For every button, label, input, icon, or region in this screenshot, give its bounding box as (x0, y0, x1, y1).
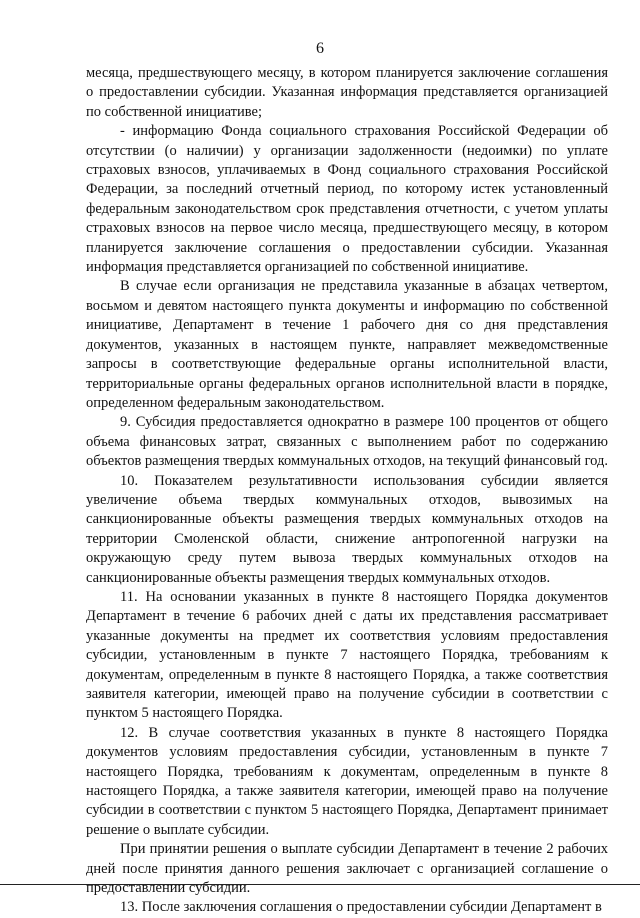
paragraph-interagency-requests: В случае если организация не представила указанные в абзацах четвертом, восьмом и девятом настоящего пункта документы и информацию по собственной инициативе, Департамент в течение 1 рабочего дня со дня представления документов, указанных в настоящем пункте, направляет межведомственные запросы в соответствующие федеральные органы исполнительной власти, территориальные органы федеральных органов исполнительной власти в порядке, определенном федеральным законодательством. (86, 278, 608, 411)
paragraph-fss-info: - информацию Фонда социального страхования Российской Федерации об отсутствии (о наличии) у организации задолженности (недоимки) по уплате страховых взносов, уплачиваемых в Фонд социального страхования Российской Федерации, за последний отчетный период, по которому истек установленный федеральным законодательством срок представления отчетности, с учетом уплаты страховых взносов на первое число месяца, предшествующего месяцу, в котором планируется заключение соглашения о предоставлении субсидии. Указанная информация представляется организацией по собственной инициативе. (86, 123, 608, 276)
paragraph-continuation: месяца, предшествующего месяцу, в котором планируется заключение соглашения о предоставлении субсидии. Указанная информация представляется организацией по собственной инициативе; (86, 65, 608, 120)
page-number: 6 (316, 40, 324, 57)
paragraph-item-13: 13. После заключения соглашения о предоставлении субсидии Департамент в (120, 899, 602, 916)
paragraph-item-12-decision: При принятии решения о выплате субсидии Департамент в течение 2 рабочих дней после принятия данного решения заключает с организацией соглашение о предоставлении субсидии. (86, 841, 608, 897)
document-body (86, 64, 608, 918)
paragraph-item-9: 9. Субсидия предоставляется однократно в размере 100 процентов от общего объема финансовых затрат, связанных с выполнением работ по содержанию объектов размещения твердых коммунальных отходов, на текущий финансовый год. (86, 414, 609, 470)
paragraph-item-10: 10. Показателем результативности использования субсидии является увеличение объема твердых коммунальных отходов, вывозимых на санкционированные объекты размещения твердых коммунальных отходов на территории Смоленской области, снижение антропогенной нагрузки на окружающую среду путем вывоза твердых коммунальных отходов на санкционированные объекты размещения твердых коммунальных отходов. (86, 472, 608, 586)
paragraph-item-12: 12. В случае соответствия указанных в пункте 8 настоящего Порядка документов условиям предоставления субсидии, установленным в пункте 7 настоящего Порядка, требованиям к документам, определенным в пункте 8 настоящего Порядка, а также заявителя категории, имеющей право на получение субсидии в соответствии с пунктом 5 настоящего Порядка, Департамент принимает решение о выплате субсидии. (86, 724, 608, 838)
paragraph-item-11: 11. На основании указанных в пункте 8 настоящего Порядка документов Департамент в течение 6 рабочих дней с даты их представления рассматривает указанные документы на предмет их соответствия условиям предоставления субсидии, установленным в пункте 7 настоящего Порядка, требованиям к документам, определенным в пункте 8 настоящего Порядка, а также соответствия заявителя категории, имеющей право на получение субсидии в соответствии с пунктом 5 настоящего Порядка. (86, 588, 608, 722)
page-bottom-rule (0, 884, 640, 885)
